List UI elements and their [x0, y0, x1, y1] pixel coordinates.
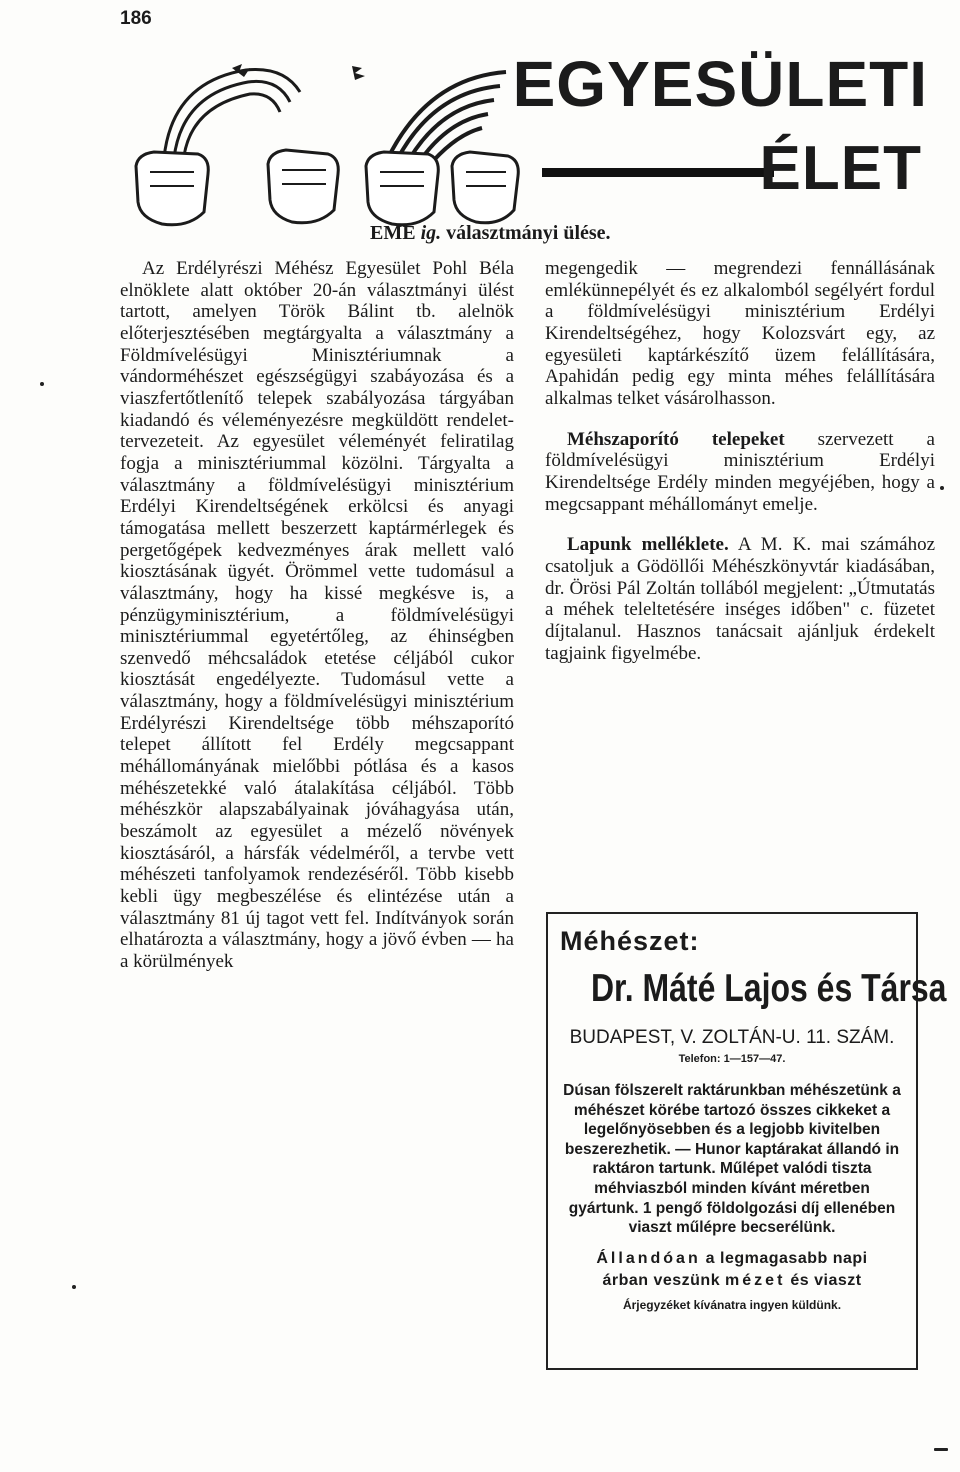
ad-body-text: Dúsan fölszerelt raktárunkban méhészetünk a méhészet körébe tartozó összes cikkeket a legelőnyösebben és a legjobb kivitelben beszerezhetik. — Hunor kaptárakat állandó in raktáron tartunk. Műlépet valódi tiszta méhviaszból minden kívánt méretben gyártunk. 1 pengő földolgozási díj ellenében viaszt műlépre becserélünk. [563, 1082, 901, 1237]
section-mehszaporito [545, 429, 935, 516]
section-lead: Méhszaporító telepeket [567, 428, 785, 450]
ad-address: BUDAPEST, V. ZOLTÁN-U. 11. SZÁM. [569, 1027, 895, 1048]
ad-tag-text: árban veszünk [602, 1271, 726, 1289]
masthead [512, 48, 940, 212]
section-melleklete [545, 534, 935, 664]
masthead-rule [542, 168, 774, 177]
ad-tag-emphasis: mézet [725, 1271, 786, 1289]
speck [940, 486, 944, 490]
ad-heading: Méhészet: [560, 926, 700, 956]
ad-tag-text: a legmagasabb napi [700, 1249, 868, 1267]
page-number: 186 [120, 8, 152, 29]
ad-phone: Telefon: 1—157—47. [678, 1053, 786, 1065]
masthead-title-line1: EGYESÜLETI [512, 48, 928, 120]
article-left-column [120, 258, 514, 973]
ad-company-name: Dr. Máté Lajos és Társa [590, 967, 947, 1010]
speck [40, 382, 44, 386]
speck [72, 1285, 76, 1289]
article-title-ig: ig. [420, 222, 442, 244]
article-paragraph: Az Erdélyrészi Méhész Egyesület Pohl Béla elnöklete alatt október 20-án választmányi ülést tartott, amelyen Török Bálint tb. alelnök előterjesztésében megtárgyalta a választmány a Földmívelésügyi Minisztériumnak a vándorméhészet egészségügyi szabáyozása és a viaszfertőtlenítő telepek szabályozása tárgyában kiadandó és véleményezésre megküldött rendelet-tervezeteit. Az egyesület véleményét feliratilag fogja a minisztériummal közölni. Tárgyalta a választmány a földmívelésügyi minisztérium Erdélyi Kirendeltségének erkölcsi és anyagi támogatása mellett beszerzett kaptármérlegek és pergetőgépek kedvezményes árak mellett való kiosztásának ügyét. Örömmel vette tudomásul a választmány, hogy ha kissé megkésve is, a pénzügyminisztérium, a földmívelésügyi minisztériummal egyetértőleg, az éhinségben szenvedő méhcsaládok etetése céljából cukor kiosztását engedélyezte. Tudomásul vette a választmány, hogy a földmívelésügyi minisztérium Erdélyrészi Kirendeltsége több méhszaporító telepet állított fel Erdély megcsappant méhállományának mielőbbi pótlása és a kasos méhészetekké való átalakítása céljából. Több méhészkör alapszabályainak jóváhagyása után, beszámolt az egyesület a mézelő növények kiosztásáról, a hársfák védelméről, a tervbe vett méhészeti tanfolyamok rendezéséről. Több kisebb kebli ügy megbeszélése és elintézése után a választmány 81 új tagot vett fel. Indítványok során elhatározta a választmány, hogy a jövő évben — ha a körülmények [120, 258, 514, 972]
section-text: szervezett a földmívelésügyi minisztérium Erdélyi Kirendeltsége Erdély minden megyéjében, hogy a megcsappant méhállományt emelje. [545, 428, 935, 515]
ad-tag-emphasis: Állandóan [596, 1249, 701, 1267]
article-title [370, 222, 611, 245]
advertisement-box [546, 912, 947, 1370]
article-title-start: EME [370, 222, 421, 244]
ad-footer: Árjegyzéket kívánatra ingyen küldünk. [622, 1297, 842, 1312]
bee-hands-emblem [128, 62, 526, 230]
article-title-end: választmányi ülése. [441, 222, 611, 244]
article-right-column [545, 258, 935, 664]
speck [934, 1448, 948, 1451]
section-text: A M. K. mai számához csatoljuk a Gödöllői Méhészkönyvtár kiadásában, dr. Örösi Pál Zoltán tollából megjelent: „Útmutatás a méhek teleltetésére inséges időben" c. füzetet díjtalanul. Hasznos tanácsait ajánljuk érdekelt tagjaink figyelmébe. [545, 534, 936, 664]
ad-tagline [560, 1248, 904, 1292]
masthead-title-line2: ÉLET [759, 134, 922, 203]
ad-tag-text: és viaszt [785, 1271, 862, 1289]
section-lead: Lapunk melléklete. [567, 534, 729, 556]
article-continuation: megengedik — megrendezi fennállásának emlékünnepélyét és ez alkalomból segélyért fordul a földmívelésügyi minisztérium Erdélyi Kirendeltségéhez, hogy Kolozsvárt egy, az egyesületi kaptárkészítő üzem felállítására, Apahidán pedig egy minta méhes felállítására alkalmas telket vásárolhasson. [545, 258, 935, 409]
